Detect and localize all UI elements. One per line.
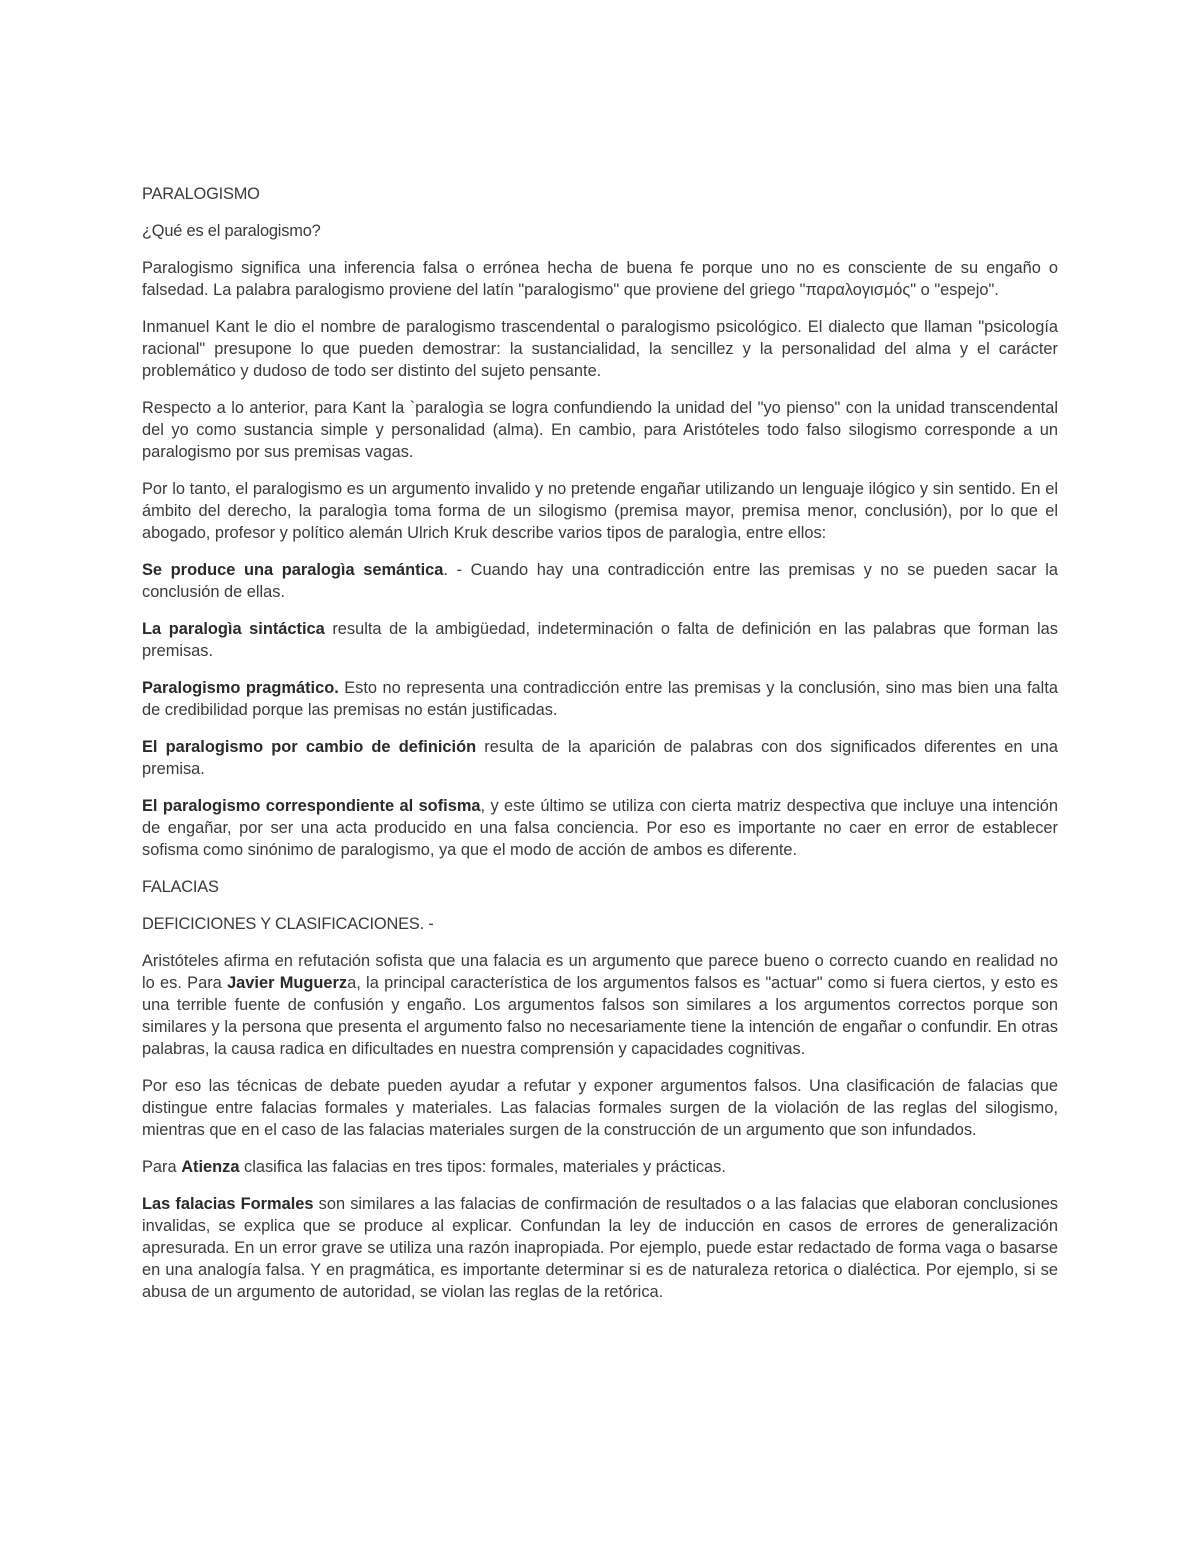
p7-bold-name: Atienza (181, 1158, 240, 1176)
paragraph-falacias-formales (142, 1193, 1058, 1303)
type-sintactica (142, 618, 1058, 662)
type-cambio-definicion-title: El paralogismo por cambio de definición (142, 738, 477, 756)
question-heading: ¿Qué es el paralogismo? (142, 222, 321, 240)
type-sintactica-title: La paralogìa sintáctica (142, 620, 325, 638)
paragraph-kant: Inmanuel Kant le dio el nombre de paralogismo trascendental o paralogismo psicológico. El dialecto que llaman "psicología racional" presupone lo que pueden demostrar: la sustancialidad, la sencillez y la personalidad del alma y el carácter problemático y dudoso de todo ser distinto del sujeto pensante. (142, 318, 1058, 380)
type-pragmatico-title: Paralogismo pragmático. (142, 679, 339, 697)
p5-text-a: Aristóteles afirma en refutación sofista que una falacia es un argumento que parece bueno o correcto cuando en realidad no lo es. Para (142, 952, 1058, 992)
type-semantica-text: . - Cuando hay una contradicción entre las premisas y no se pueden sacar la conclusión de ellas. (142, 561, 1059, 601)
type-semantica (142, 559, 1058, 603)
definiciones-heading: DEFICICIONES Y CLASIFICACIONES. - (142, 915, 434, 933)
paragraph-tecnicas-debate: Por eso las técnicas de debate pueden ayudar a refutar y exponer argumentos falsos. Una clasificación de falacias que distingue entre falacias formales y materiales. Las falacias formales surgen de la violación de las reglas del silogismo, mientras que en el caso de las falacias materiales surgen de la construcción de un argumento que son infundados. (142, 1077, 1058, 1139)
type-sintactica-text: resulta de la ambigüedad, indeterminación o falta de definición en las palabras que forman las premisas. (142, 620, 1058, 660)
paragraph-kant-aristoteles: Respecto a lo anterior, para Kant la `paralogìa se logra confundiendo la unidad del "yo pienso" con la unidad transcendental del yo como sustancia simple y personalidad (alma). En cambio, para Aristóteles todo falso silogismo corresponde a un paralogismo por sus premisas vagas. (142, 399, 1058, 461)
type-sofisma (142, 795, 1058, 861)
paragraph-argument-invalido: Por lo tanto, el paralogismo es un argumento invalido y no pretende engañar utilizando un lenguaje ilógico y sin sentido. En el ámbito del derecho, la paralogìa toma forma de un silogismo (premisa mayor, premisa menor, conclusión), por lo que el abogado, profesor y político alemán Ulrich Kruk describe varios tipos de paralogìa, entre ellos: (142, 480, 1058, 542)
paragraph-aristoteles-falacia (142, 950, 1058, 1060)
paragraph-definition: Paralogismo significa una inferencia falsa o errónea hecha de buena fe porque uno no es consciente de su engaño o falsedad. La palabra paralogismo proviene del latín "paralogismo" que proviene del griego "παραλογισμός" o "espejo". (142, 259, 1058, 299)
type-sofisma-title: El paralogismo correspondiente al sofisma (142, 797, 481, 815)
falacias-heading: FALACIAS (142, 878, 219, 896)
p5-text-b: a, la principal característica de los argumentos falsos es "actuar" como si fuera ciertos, y esto es una terrible fuente de confusión y engaño. Los argumentos falsos son similares a los argumentos correctos porque son similares y la persona que presenta el argumento falso no necesariamente tiene la intención de engañar o confundir. En otras palabras, la causa radica en dificultades en nuestra comprensión y capacidades cognitivas. (142, 974, 1058, 1058)
paragraph-atienza (142, 1156, 1058, 1178)
type-sofisma-text: , y este último se utiliza con cierta matriz despectiva que incluye una intención de engañar, por ser una acta producido en una falsa conciencia. Por eso es importante no caer en error de establecer sofisma como sinónimo de paralogismo, ya que el modo de acción de ambos es diferente. (142, 797, 1058, 859)
type-cambio-definicion (142, 736, 1058, 780)
p5-bold-name: Javier Muguerz (227, 974, 348, 992)
p7-text-b: clasifica las falacias en tres tipos: formales, materiales y prácticas. (239, 1158, 726, 1176)
p7-text-a: Para (142, 1158, 182, 1176)
document-page (142, 183, 1058, 1318)
document-title: PARALOGISMO (142, 185, 260, 203)
type-cambio-definicion-text: resulta de la aparición de palabras con dos significados diferentes en una premisa. (142, 738, 1058, 778)
p8-bold-title: Las falacias Formales (142, 1195, 314, 1213)
type-pragmatico-text: Esto no representa una contradicción entre las premisas y la conclusión, sino mas bien una falta de credibilidad porque las premisas no están justificadas. (142, 679, 1058, 719)
p8-text: son similares a las falacias de confirmación de resultados o a las falacias que elaboran conclusiones invalidas, se explica que se produce al explicar. Confundan la ley de inducción en casos de errores de generalización apresurada. En un error grave se utiliza una razón inapropiada. Por ejemplo, puede estar redactado de forma vaga o basarse en una analogía falsa. Y en pragmática, es importante determinar si es de naturaleza retorica o dialéctica. Por ejemplo, si se abusa de un argumento de autoridad, se violan las reglas de la retórica. (142, 1195, 1059, 1301)
type-semantica-title: Se produce una paralogìa semántica (142, 561, 444, 579)
type-pragmatico (142, 677, 1058, 721)
